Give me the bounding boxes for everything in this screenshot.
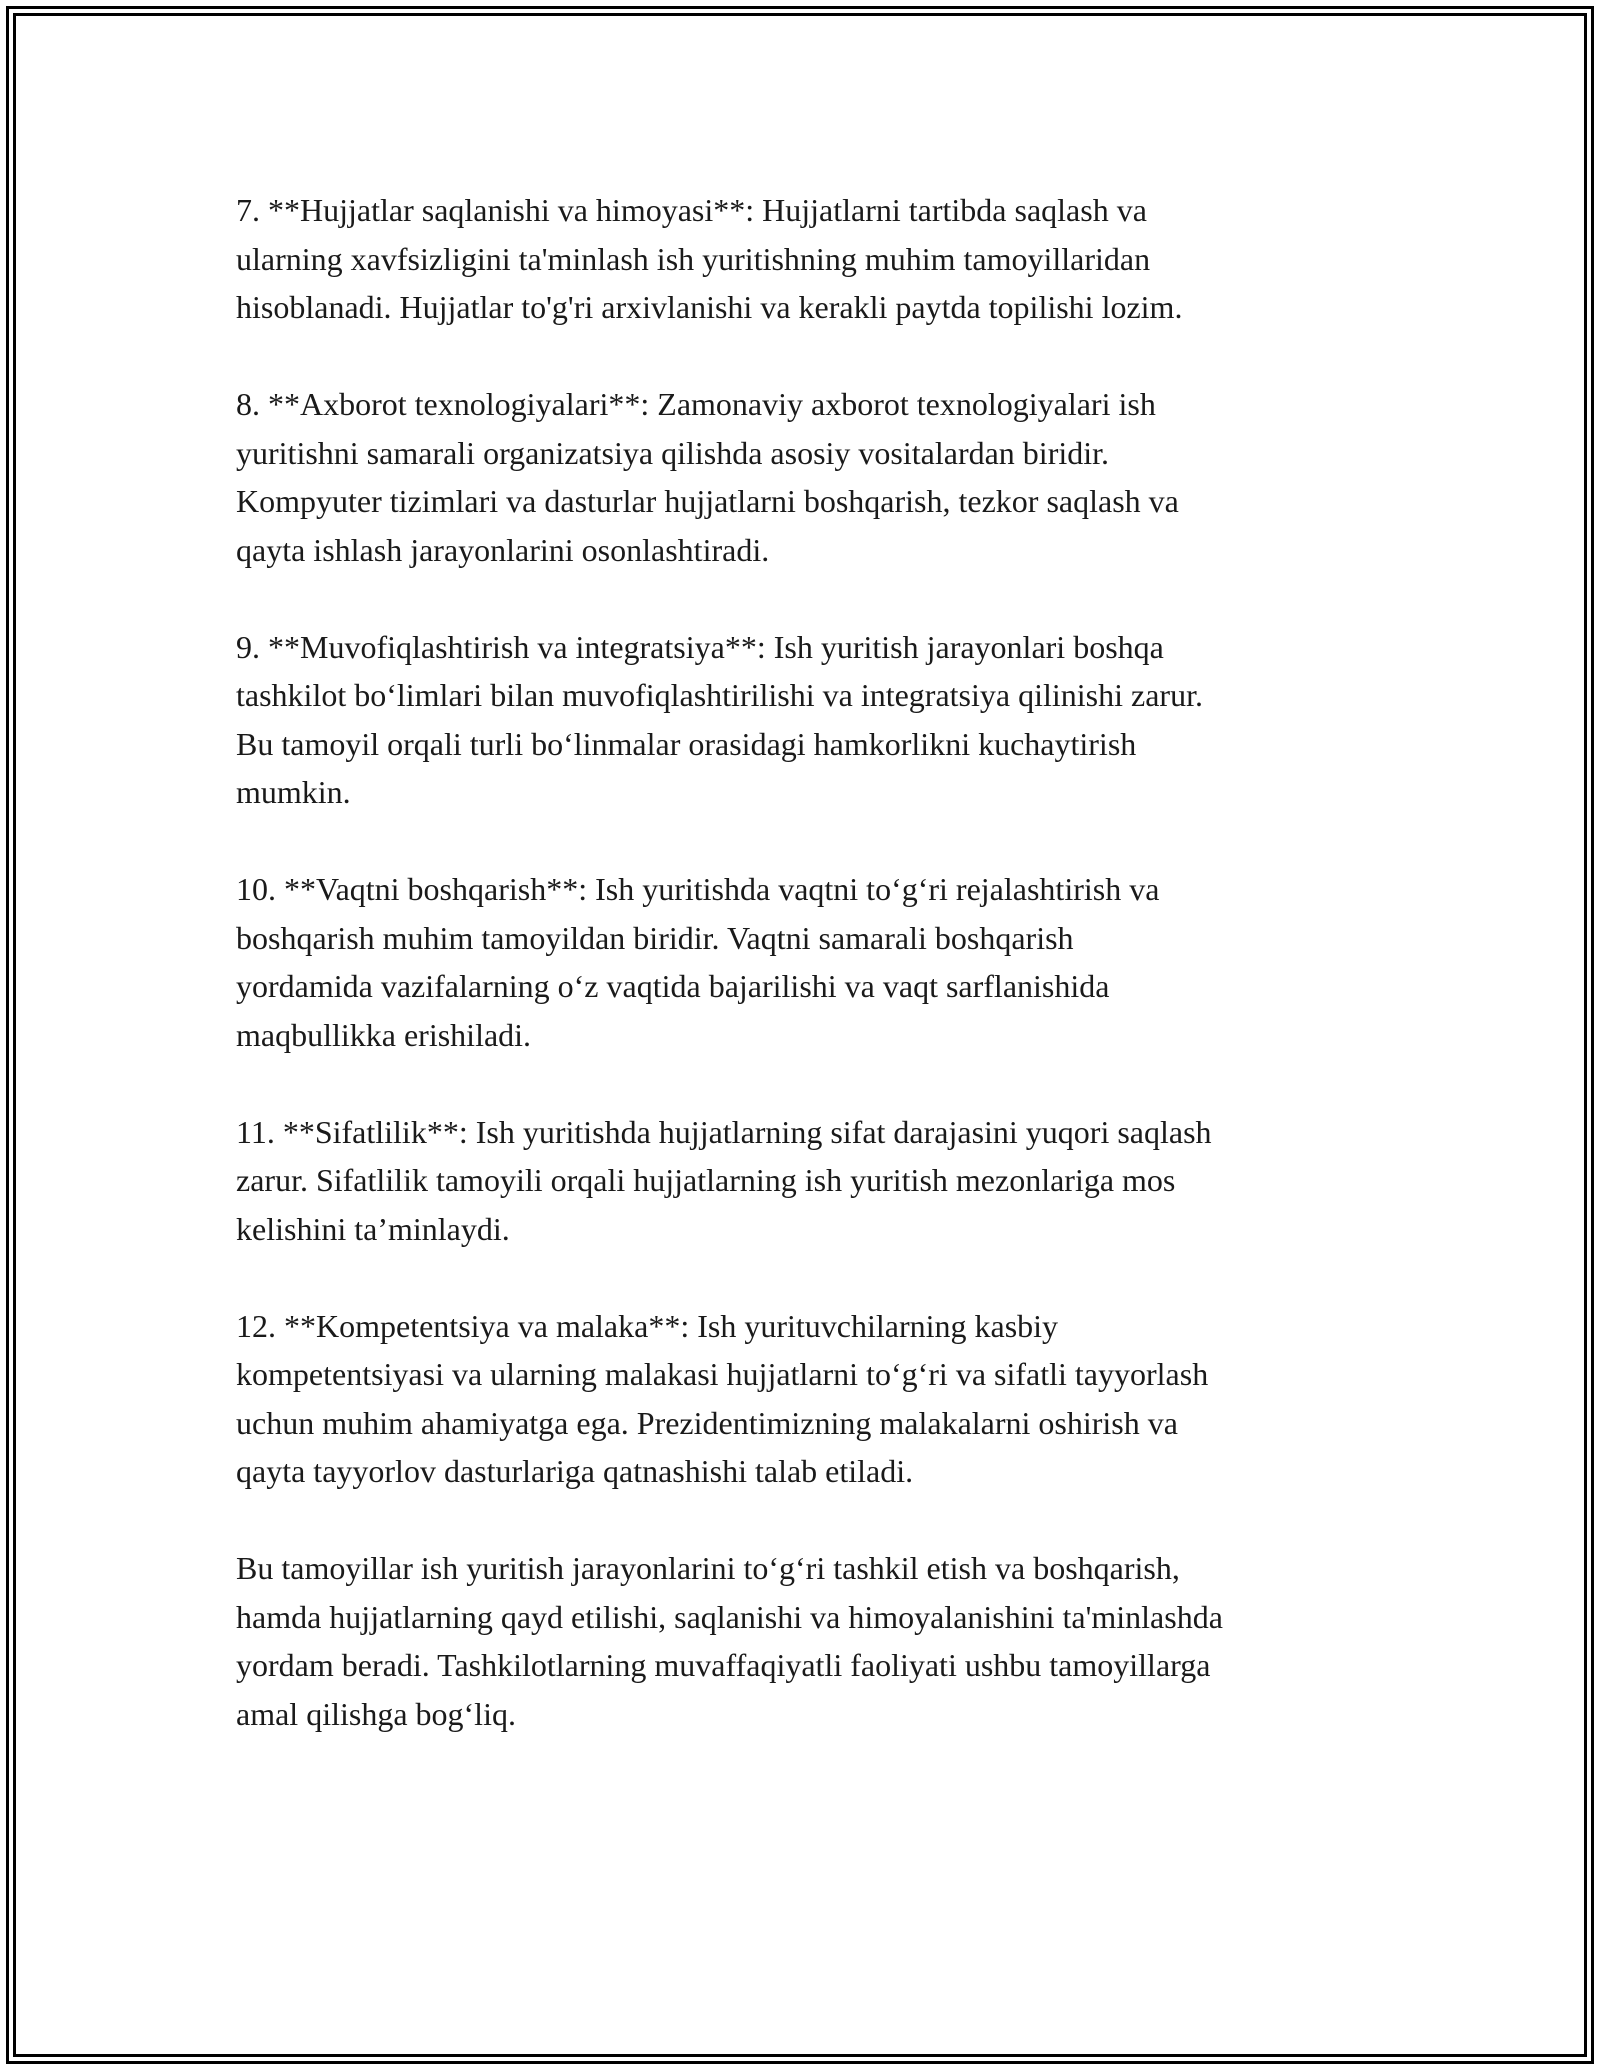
paragraph-line: 9. **Muvofiqlashtirish va integratsiya**: Ish yuritish jarayonlari boshqa [236, 628, 1164, 665]
paragraph-line: yordamida vazifalarning o‘z vaqtida bajarilishi va vaqt sarflanishida [236, 968, 1110, 1004]
paragraph-line: Bu tamoyillar ish yuritish jarayonlarini to‘g‘ri tashkil etish va boshqarish, [236, 1550, 1180, 1586]
paragraph-line: mumkin. [236, 774, 351, 810]
paragraph-10-time-management [236, 865, 1396, 1059]
paragraph-line: boshqarish muhim tamoyildan biridir. Vaqtni samarali boshqarish [236, 919, 1074, 956]
paragraph-line: Kompyuter tizimlari va dasturlar hujjatlarni boshqarish, tezkor saqlash va [236, 483, 1179, 519]
paragraph-11-quality [236, 1108, 1396, 1254]
paragraph-9-coordination [236, 623, 1396, 817]
paragraph-line: 12. **Kompetentsiya va malaka**: Ish yurituvchilarning kasbiy [236, 1307, 1059, 1344]
paragraph-line: yuritishni samarali organizatsiya qilishda asosiy vositalardan biridir. [236, 434, 1110, 471]
paragraph-line: Bu tamoyil orqali turli bo‘linmalar orasidagi hamkorlikni kuchaytirish [236, 725, 1137, 762]
paragraph-line: tashkilot bo‘limlari bilan muvofiqlashtirilishi va integratsiya qilinishi zarur. [236, 677, 1203, 713]
paragraph-line: qayta tayyorlov dasturlariga qatnashishi talab etiladi. [236, 1453, 914, 1489]
paragraph-line: hamda hujjatlarning qayd etilishi, saqlanishi va himoyalanishini ta'minlashda [236, 1598, 1223, 1635]
paragraph-line: zarur. Sifatlilik tamoyili orqali hujjatlarning ish yuritish mezonlariga mos [236, 1162, 1176, 1198]
paragraph-line: yordam beradi. Tashkilotlarning muvaffaqiyatli faoliyati ushbu tamoyillarga [236, 1647, 1211, 1683]
document-body [236, 186, 1396, 1787]
paragraph-line: 11. **Sifatlilik**: Ish yuritishda hujjatlarning sifat darajasini yuqori saqlash [236, 1113, 1212, 1150]
paragraph-line: ularning xavfsizligini ta'minlash ish yuritishning muhim tamoyillaridan [236, 240, 1151, 277]
paragraph-12-competence [236, 1302, 1396, 1496]
paragraph-line: maqbullikka erishiladi. [236, 1016, 532, 1053]
paragraph-line: 8. **Axborot texnologiyalari**: Zamonaviy axborot texnologiyalari ish [236, 386, 1156, 422]
paragraph-line: amal qilishga bog‘liq. [236, 1695, 516, 1732]
paragraph-conclusion [236, 1544, 1396, 1738]
paragraph-line: qayta ishlash jarayonlarini osonlashtiradi. [236, 531, 770, 568]
paragraph-line: uchun muhim ahamiyatga ega. Prezidentimizning malakalarni oshirish va [236, 1404, 1178, 1441]
paragraph-line: hisoblanadi. Hujjatlar to'g'ri arxivlanishi va kerakli paytda topilishi lozim. [236, 289, 1183, 325]
paragraph-line: 10. **Vaqtni boshqarish**: Ish yuritishda vaqtni to‘g‘ri rejalashtirish va [236, 871, 1160, 907]
paragraph-line: kelishini ta’minlaydi. [236, 1210, 510, 1247]
paragraph-line: kompetentsiyasi va ularning malakasi hujjatlarni to‘g‘ri va sifatli tayyorlash [236, 1356, 1209, 1392]
paragraph-line: 7. **Hujjatlar saqlanishi va himoyasi**: Hujjatlarni tartibda saqlash va [236, 192, 1147, 228]
paragraph-8-information-technology [236, 380, 1396, 574]
paragraph-7-document-storage [236, 186, 1396, 332]
